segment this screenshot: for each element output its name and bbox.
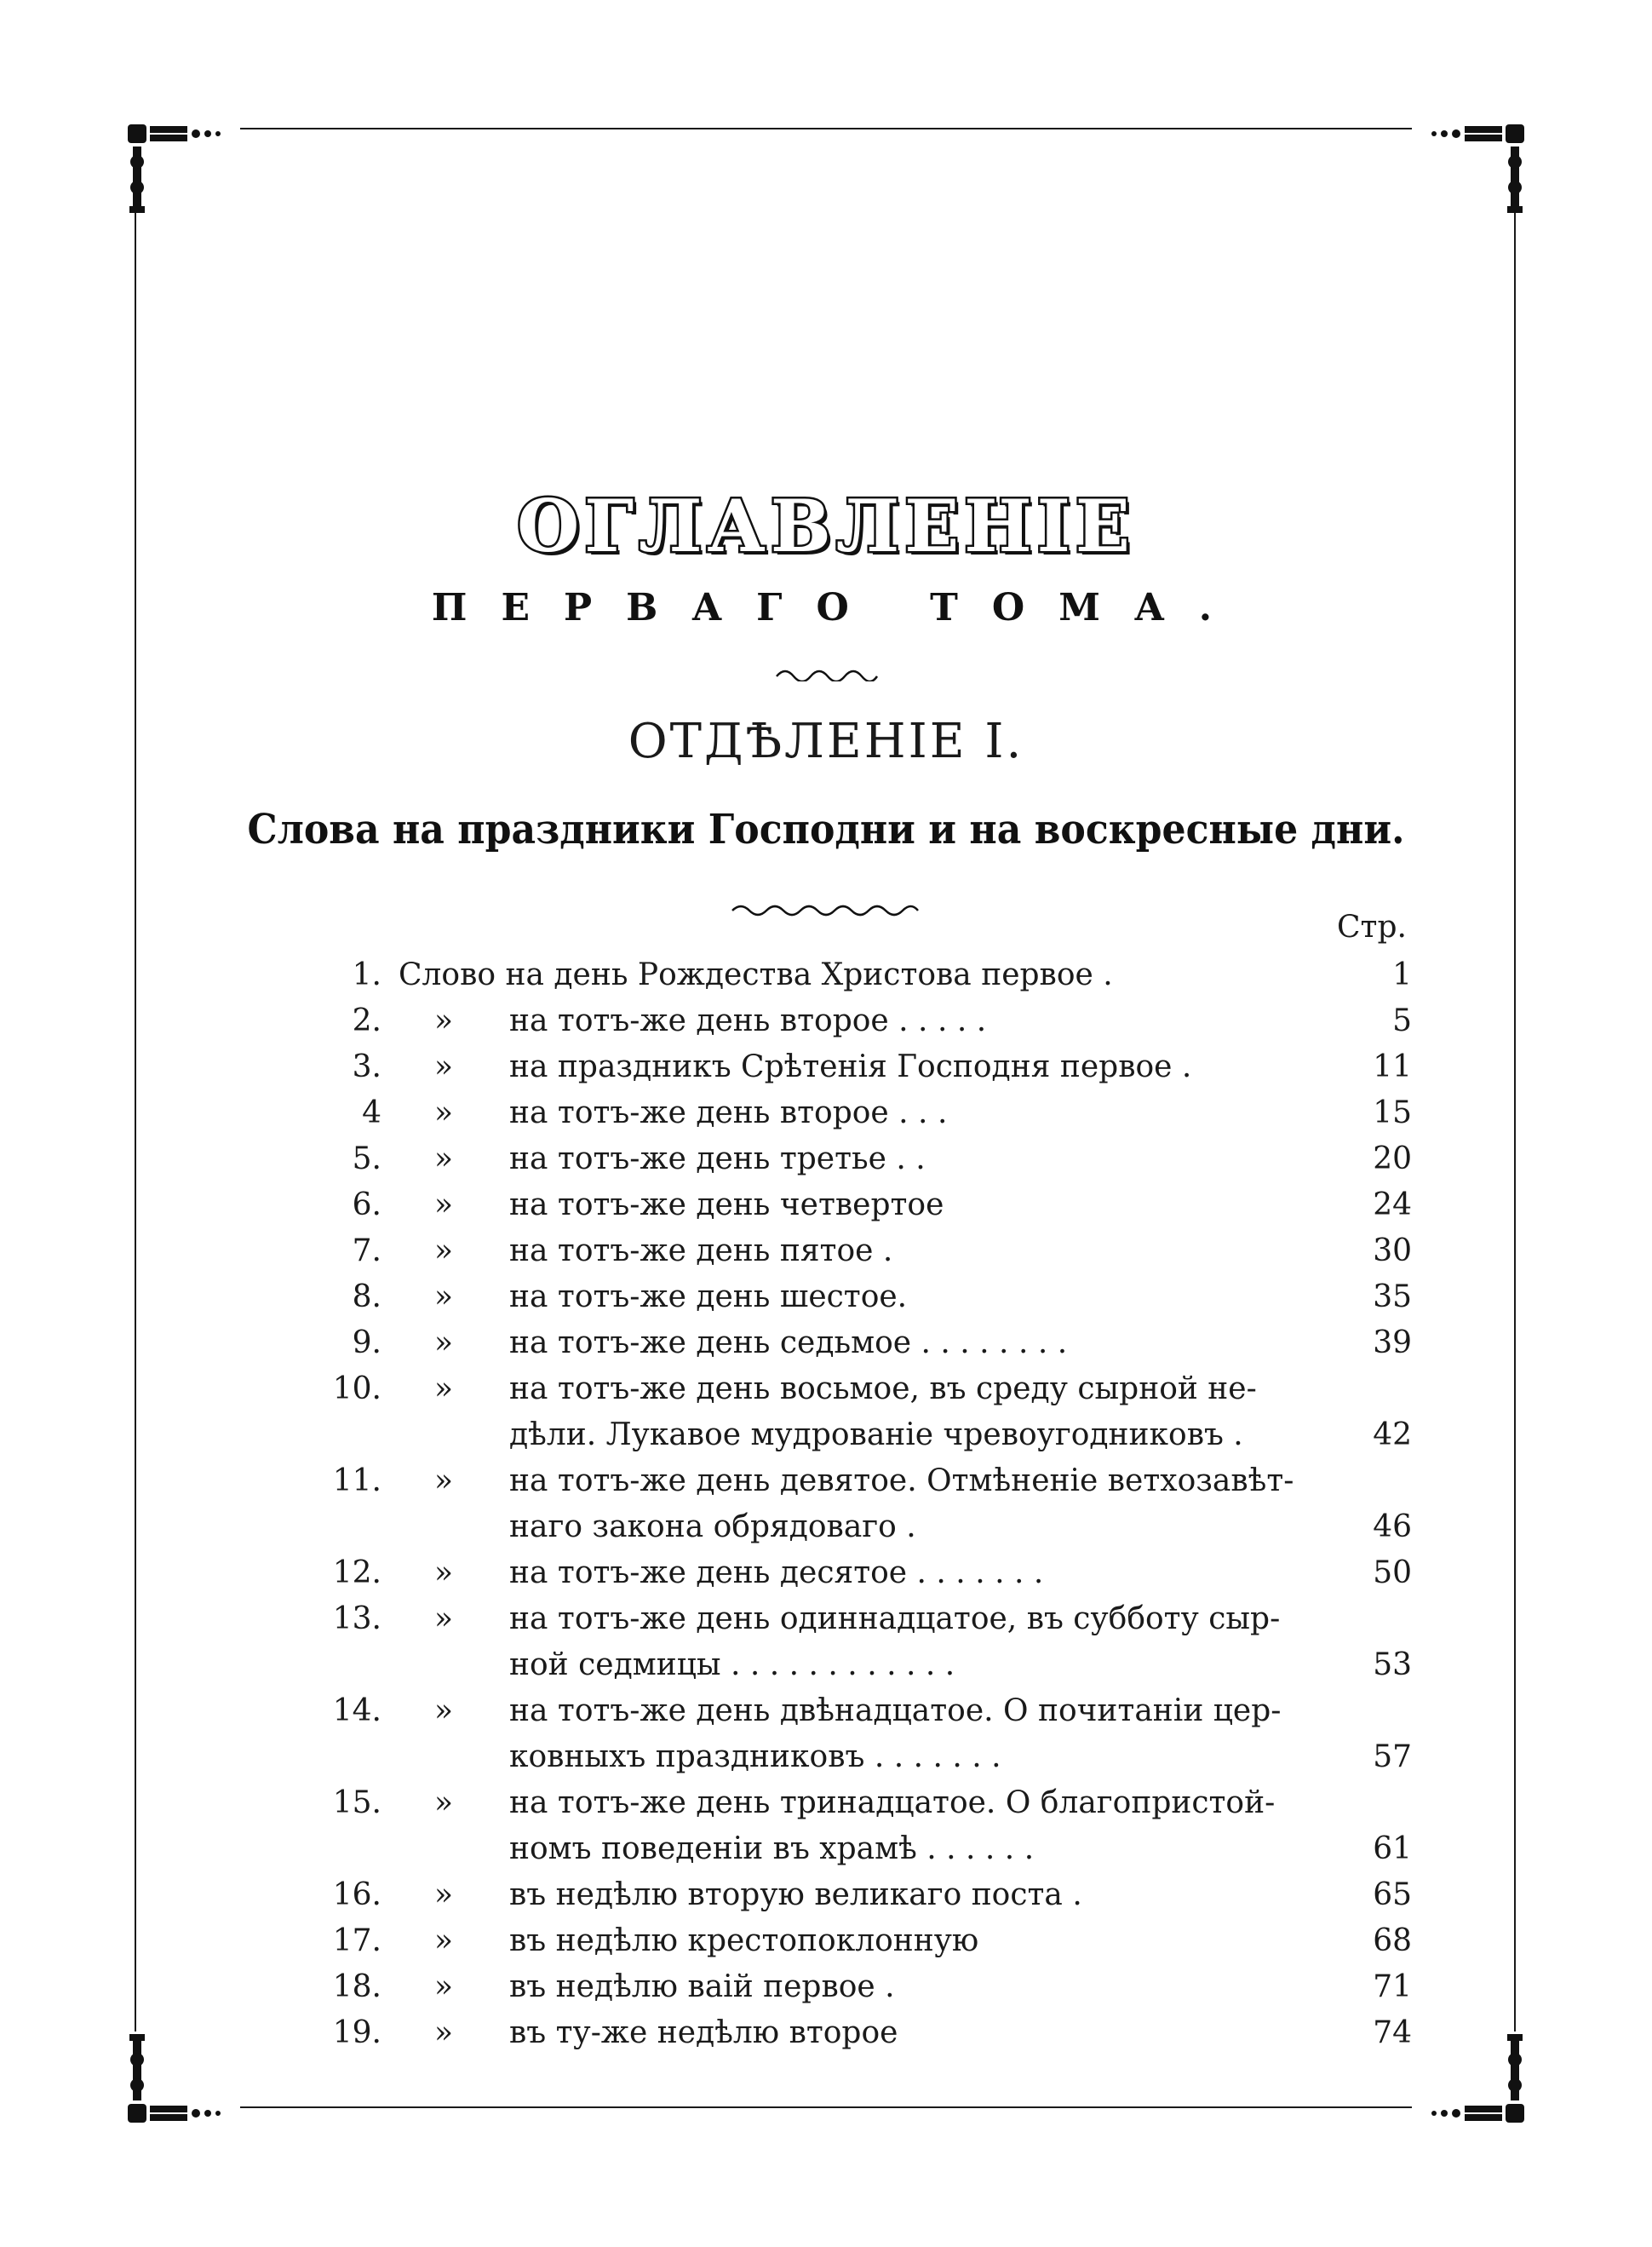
ditto-mark: » (434, 1279, 454, 1314)
page-number: 20 (1373, 1141, 1412, 1176)
page-number: 42 (1373, 1417, 1412, 1452)
section-heading: ОТДѢЛЕНІЕ I. (628, 714, 1024, 769)
toc-entry (0, 1182, 1652, 1228)
entry-title: на тотъ-же день десятое . . . . . . . (509, 1555, 1044, 1590)
ditto-mark: » (434, 1049, 454, 1084)
entry-title: дѣли. Лукавое мудрованіе чревоугодниковъ . (509, 1417, 1243, 1452)
entry-title: въ недѣлю крестопоклонную (509, 1923, 979, 1958)
entry-number: 1. (352, 957, 381, 992)
toc-entry-line (0, 1596, 1652, 1642)
entry-number: 16. (332, 1877, 381, 1912)
toc-entry (0, 1366, 1652, 1458)
page-number: 50 (1373, 1555, 1412, 1590)
page-number: 71 (1373, 1969, 1412, 2004)
entry-number: 17. (332, 1923, 381, 1958)
ditto-mark: » (434, 2015, 454, 2050)
toc-entry (0, 1872, 1652, 1918)
toc-entry-line (0, 1044, 1652, 1090)
ditto-mark: » (434, 1325, 454, 1360)
entry-title: на тотъ-же день четвертое (509, 1187, 944, 1222)
entry-number: 18. (332, 1969, 381, 2004)
toc-entry (0, 1550, 1652, 1596)
ditto-mark: » (434, 1371, 454, 1406)
page-number: 11 (1373, 1049, 1412, 1084)
entry-title: на тотъ-же день восьмое, въ среду сырной не- (509, 1371, 1257, 1406)
entry-title: въ недѣлю вторую великаго поста . (509, 1877, 1082, 1912)
entry-title: на тотъ-же день второе . . . . . (509, 1003, 987, 1038)
page-number: 5 (1392, 1003, 1412, 1038)
entry-title: на тотъ-же день тринадцатое. О благопристой- (509, 1785, 1276, 1820)
entry-number: 11. (332, 1463, 381, 1498)
toc-entry-line (0, 952, 1652, 998)
entry-title: въ недѣлю ваій первое . (509, 1969, 895, 2004)
ditto-mark: » (434, 1141, 454, 1176)
toc-entry-line (0, 1872, 1652, 1918)
toc-entry-line (0, 1642, 1652, 1688)
page-number: 15 (1373, 1095, 1412, 1130)
entry-title: на тотъ-же день седьмое . . . . . . . . (509, 1325, 1068, 1360)
toc-entry (0, 1964, 1652, 2010)
toc-entry-line (0, 1182, 1652, 1228)
toc-entry-line (0, 1228, 1652, 1274)
page-number: 57 (1373, 1739, 1412, 1774)
toc-entry (0, 2010, 1652, 2056)
page-number: 30 (1373, 1233, 1412, 1268)
toc-entry-line (0, 1412, 1652, 1458)
toc-entry (0, 952, 1652, 998)
entry-title: номъ поведеніи въ храмѣ . . . . . . (509, 1831, 1035, 1866)
toc-entry (0, 1044, 1652, 1090)
entry-title: на тотъ-же день пятое . (509, 1233, 893, 1268)
page-number: 1 (1392, 957, 1412, 992)
entry-title: въ ту-же недѣлю второе (509, 2015, 898, 2050)
ditto-mark: » (434, 1923, 454, 1958)
entry-number: 10. (332, 1371, 381, 1406)
entry-title: ной седмицы . . . . . . . . . . . . (509, 1647, 955, 1682)
toc-entry-line (0, 1550, 1652, 1596)
toc-entry-line (0, 998, 1652, 1044)
toc-entry-line (0, 1504, 1652, 1550)
corner-ornament-top-right (1405, 111, 1533, 221)
ditto-mark: » (434, 1601, 454, 1636)
entry-title: ковныхъ праздниковъ . . . . . . . (509, 1739, 1001, 1774)
toc-entry (0, 1090, 1652, 1136)
page-number: 39 (1373, 1325, 1412, 1360)
toc-entry-line (0, 2010, 1652, 2056)
entry-number: 3. (352, 1049, 381, 1084)
page-subtitle: ПЕРВАГО ТОМА. (431, 586, 1247, 629)
squiggle-divider (731, 900, 920, 917)
page-number: 61 (1373, 1831, 1412, 1866)
page-number: 35 (1373, 1279, 1412, 1314)
ditto-mark: » (434, 1693, 454, 1728)
toc-entry-line (0, 1320, 1652, 1366)
entry-title: Слово на день Рождества Христова первое . (399, 957, 1113, 992)
entry-number: 2. (352, 1003, 381, 1038)
entry-number: 15. (332, 1785, 381, 1820)
toc-entry-line (0, 1090, 1652, 1136)
section-title: Слова на праздники Господни и на воскресные дни. (247, 806, 1405, 853)
entry-title: на тотъ-же день девятое. Отмѣненіе ветхозавѣт- (509, 1463, 1294, 1498)
entry-title: наго закона обрядоваго . (509, 1509, 916, 1544)
page-number: 65 (1373, 1877, 1412, 1912)
toc-entry-line (0, 1734, 1652, 1780)
entry-number: 12. (332, 1555, 381, 1590)
toc-entry (0, 1780, 1652, 1872)
toc-entry-line (0, 1918, 1652, 1964)
entry-title: на тотъ-же день одиннадцатое, въ субботу сыр- (509, 1601, 1281, 1636)
toc-entry-line (0, 1688, 1652, 1734)
ditto-mark: » (434, 1785, 454, 1820)
ditto-mark: » (434, 1187, 454, 1222)
toc-entry (0, 1458, 1652, 1550)
entry-number: 6. (352, 1187, 381, 1222)
entry-number: 8. (352, 1279, 381, 1314)
toc-entry (0, 998, 1652, 1044)
page-number: 68 (1373, 1923, 1412, 1958)
table-of-contents (0, 952, 1652, 2056)
toc-entry-line (0, 1458, 1652, 1504)
entry-number: 9. (352, 1325, 381, 1360)
page-column-header: Стр. (1337, 910, 1407, 945)
entry-title: на тотъ-же день шестое. (509, 1279, 908, 1314)
entry-number: 4 (362, 1095, 381, 1130)
entry-title: на праздникъ Срѣтенія Господня первое . (509, 1049, 1192, 1084)
page-title: ОГЛАВЛЕНІЕ (517, 484, 1135, 568)
toc-entry-line (0, 1780, 1652, 1826)
toc-entry-line (0, 1964, 1652, 2010)
toc-entry (0, 1228, 1652, 1274)
corner-ornament-top-left (119, 111, 247, 221)
toc-entry (0, 1688, 1652, 1780)
toc-entry-line (0, 1136, 1652, 1182)
frame-bottom-rule (240, 2106, 1412, 2108)
toc-entry-line (0, 1274, 1652, 1320)
page-number: 46 (1373, 1509, 1412, 1544)
entry-number: 13. (332, 1601, 381, 1636)
entry-number: 5. (352, 1141, 381, 1176)
frame-top-rule (240, 128, 1412, 129)
entry-title: на тотъ-же день двѣнадцатое. О почитаніи цер- (509, 1693, 1282, 1728)
page-number: 53 (1373, 1647, 1412, 1682)
toc-entry-line (0, 1366, 1652, 1412)
entry-number: 7. (352, 1233, 381, 1268)
ditto-mark: » (434, 1463, 454, 1498)
ditto-mark: » (434, 1969, 454, 2004)
toc-entry (0, 1918, 1652, 1964)
ditto-mark: » (434, 1095, 454, 1130)
toc-entry (0, 1596, 1652, 1688)
squiggle-divider (775, 664, 879, 681)
page-number: 74 (1373, 2015, 1412, 2050)
ditto-mark: » (434, 1555, 454, 1590)
entry-number: 19. (332, 2015, 381, 2050)
page-number: 24 (1373, 1187, 1412, 1222)
toc-entry (0, 1274, 1652, 1320)
toc-entry (0, 1320, 1652, 1366)
ditto-mark: » (434, 1233, 454, 1268)
toc-entry-line (0, 1826, 1652, 1872)
entry-title: на тотъ-же день второе . . . (509, 1095, 948, 1130)
entry-number: 14. (332, 1693, 381, 1728)
ditto-mark: » (434, 1877, 454, 1912)
toc-entry (0, 1136, 1652, 1182)
ditto-mark: » (434, 1003, 454, 1038)
entry-title: на тотъ-же день третье . . (509, 1141, 926, 1176)
